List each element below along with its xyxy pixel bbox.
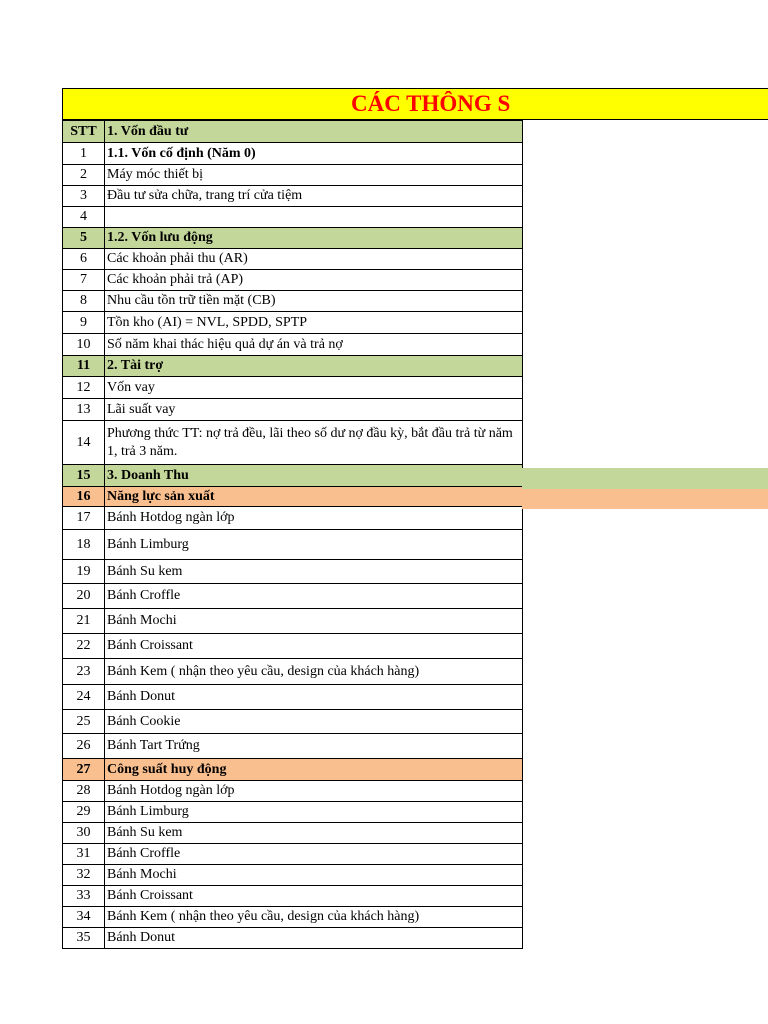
stt-cell[interactable]: 28 [63, 781, 105, 802]
stt-cell[interactable]: 32 [63, 865, 105, 886]
table-row [63, 465, 523, 487]
content-cell[interactable]: Số năm khai thác hiệu quả dự án và trả nợ [105, 334, 523, 356]
stt-cell[interactable]: 16 [63, 487, 105, 507]
content-cell[interactable]: Đầu tư sửa chữa, trang trí cửa tiệm [105, 186, 523, 207]
table-row [63, 710, 523, 734]
stt-cell[interactable]: 35 [63, 928, 105, 949]
table-row [63, 759, 523, 781]
stt-cell[interactable]: 18 [63, 530, 105, 560]
table-row [63, 312, 523, 334]
stt-cell[interactable]: 25 [63, 710, 105, 734]
content-cell[interactable]: Bánh Croissant [105, 634, 523, 659]
stt-cell[interactable]: 7 [63, 270, 105, 291]
stt-cell[interactable]: 19 [63, 560, 105, 584]
content-cell[interactable]: Công suất huy động [105, 759, 523, 781]
content-cell[interactable]: Lãi suất vay [105, 399, 523, 421]
content-cell[interactable]: Tồn kho (AI) = NVL, SPDD, SPTP [105, 312, 523, 334]
row-16-fill-extension [522, 489, 768, 509]
content-cell[interactable]: 2. Tài trợ [105, 356, 523, 377]
table-row [63, 802, 523, 823]
stt-cell[interactable]: 33 [63, 886, 105, 907]
content-cell[interactable]: Bánh Kem ( nhận theo yêu cầu, design của khách hàng) [105, 907, 523, 928]
table-row [63, 823, 523, 844]
table-row [63, 659, 523, 685]
stt-cell[interactable]: 1 [63, 143, 105, 165]
table-row [63, 865, 523, 886]
stt-cell[interactable]: 6 [63, 249, 105, 270]
stt-cell[interactable]: 12 [63, 377, 105, 399]
stt-cell[interactable]: 34 [63, 907, 105, 928]
stt-cell[interactable]: 21 [63, 609, 105, 634]
table-row [63, 734, 523, 759]
stt-cell[interactable]: 20 [63, 584, 105, 609]
table-row [63, 781, 523, 802]
table-row [63, 249, 523, 270]
content-cell[interactable]: Bánh Hotdog ngàn lớp [105, 507, 523, 530]
content-cell[interactable]: 1.1. Vốn cố định (Năm 0) [105, 143, 523, 165]
content-cell[interactable] [105, 207, 523, 228]
content-cell[interactable]: Vốn vay [105, 377, 523, 399]
stt-cell[interactable]: 27 [63, 759, 105, 781]
table-row [63, 356, 523, 377]
stt-cell[interactable]: 2 [63, 165, 105, 186]
content-cell[interactable]: Bánh Su kem [105, 823, 523, 844]
stt-cell[interactable]: 4 [63, 207, 105, 228]
table-row [63, 421, 523, 465]
table-row [63, 907, 523, 928]
table-row [63, 377, 523, 399]
table-row [63, 207, 523, 228]
content-cell[interactable]: Bánh Limburg [105, 530, 523, 560]
content-cell[interactable]: Bánh Croffle [105, 584, 523, 609]
content-cell[interactable]: Các khoản phải trả (AP) [105, 270, 523, 291]
content-cell[interactable]: Các khoản phải thu (AR) [105, 249, 523, 270]
content-cell[interactable]: Bánh Croissant [105, 886, 523, 907]
content-cell[interactable]: 3. Doanh Thu [105, 465, 523, 487]
stt-cell[interactable]: 8 [63, 291, 105, 312]
stt-cell[interactable]: 22 [63, 634, 105, 659]
content-cell[interactable]: Bánh Croffle [105, 844, 523, 865]
content-cell[interactable]: Bánh Hotdog ngàn lớp [105, 781, 523, 802]
table-header-row [63, 121, 523, 143]
stt-cell[interactable]: 15 [63, 465, 105, 487]
stt-cell[interactable]: 24 [63, 685, 105, 710]
stt-cell[interactable]: 3 [63, 186, 105, 207]
content-cell[interactable]: Bánh Tart Trứng [105, 734, 523, 759]
section-header[interactable]: 1. Vốn đầu tư [105, 121, 523, 143]
spreadsheet [62, 88, 768, 949]
table-row [63, 507, 523, 530]
content-cell[interactable]: Bánh Limburg [105, 802, 523, 823]
sheet-title: CÁC THÔNG S [351, 91, 511, 116]
content-cell[interactable]: Nhu cầu tồn trữ tiền mặt (CB) [105, 291, 523, 312]
content-cell[interactable]: Máy móc thiết bị [105, 165, 523, 186]
content-cell[interactable]: Bánh Mochi [105, 865, 523, 886]
row-15-fill-extension [522, 468, 768, 490]
stt-cell[interactable]: 5 [63, 228, 105, 249]
content-cell[interactable]: Năng lực sản xuất [105, 487, 523, 507]
stt-cell[interactable]: 26 [63, 734, 105, 759]
stt-cell[interactable]: 11 [63, 356, 105, 377]
table-row [63, 228, 523, 249]
table-row [63, 291, 523, 312]
stt-cell[interactable]: 14 [63, 421, 105, 465]
content-cell[interactable]: 1.2. Vốn lưu động [105, 228, 523, 249]
table-row [63, 143, 523, 165]
table-row [63, 334, 523, 356]
table-row [63, 928, 523, 949]
table-row [63, 634, 523, 659]
stt-cell[interactable]: 31 [63, 844, 105, 865]
table-row [63, 270, 523, 291]
stt-header[interactable]: STT [63, 121, 105, 143]
table-row [63, 487, 523, 507]
stt-cell[interactable]: 29 [63, 802, 105, 823]
stt-cell[interactable]: 9 [63, 312, 105, 334]
table-row [63, 886, 523, 907]
table-row [63, 560, 523, 584]
table-row [63, 685, 523, 710]
content-cell[interactable]: Bánh Cookie [105, 710, 523, 734]
content-cell[interactable]: Phương thức TT: nợ trả đều, lãi theo số dư nợ đầu kỳ, bắt đầu trả từ năm 1, trả 3 năm. [105, 421, 523, 465]
stt-cell[interactable]: 10 [63, 334, 105, 356]
table-row [63, 844, 523, 865]
content-cell[interactable]: Bánh Donut [105, 928, 523, 949]
content-cell[interactable]: Bánh Su kem [105, 560, 523, 584]
table-row [63, 584, 523, 609]
content-cell[interactable]: Bánh Kem ( nhận theo yêu cầu, design của khách hàng) [105, 659, 523, 685]
table-row [63, 609, 523, 634]
stt-cell[interactable]: 13 [63, 399, 105, 421]
stt-cell[interactable]: 23 [63, 659, 105, 685]
content-cell[interactable]: Bánh Mochi [105, 609, 523, 634]
stt-cell[interactable]: 30 [63, 823, 105, 844]
stt-cell[interactable]: 17 [63, 507, 105, 530]
table-row [63, 165, 523, 186]
table-row [63, 399, 523, 421]
title-band[interactable] [62, 88, 768, 120]
parameters-table [62, 120, 523, 949]
table-row [63, 186, 523, 207]
content-cell[interactable]: Bánh Donut [105, 685, 523, 710]
table-row [63, 530, 523, 560]
